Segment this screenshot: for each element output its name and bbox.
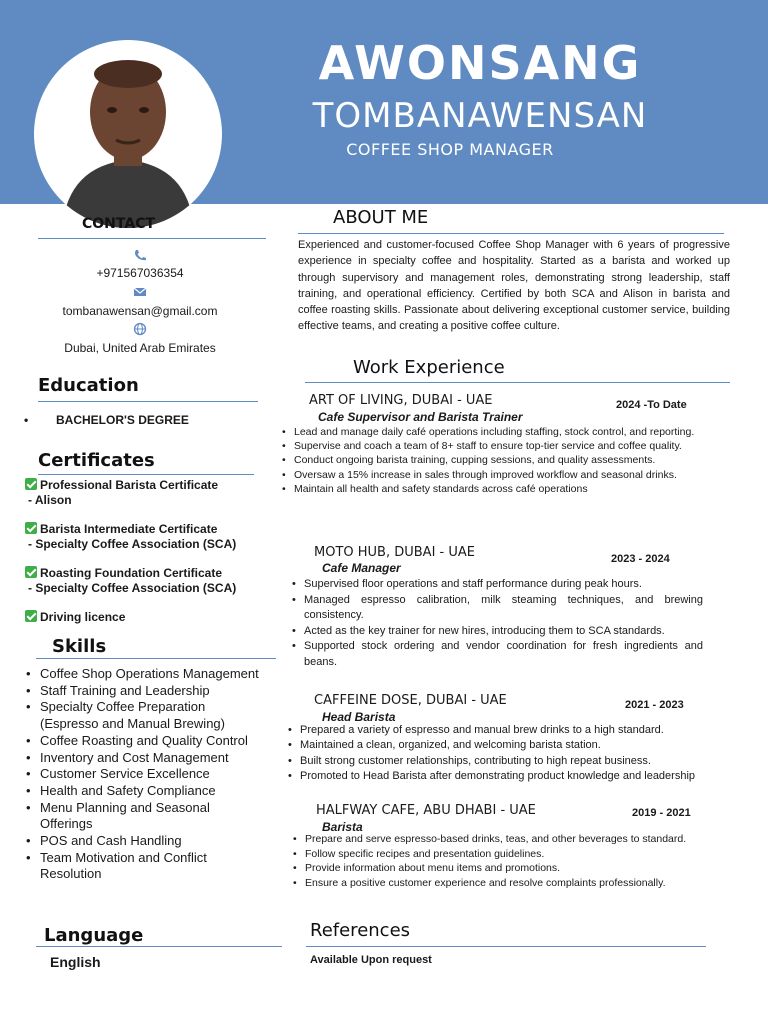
job-role: Cafe Manager bbox=[322, 561, 401, 575]
job-bullets bbox=[293, 832, 706, 890]
skill-item: • Menu Planning and Seasonal Offerings bbox=[24, 800, 262, 833]
education-heading: Education bbox=[38, 375, 139, 396]
job-company: MOTO HUB, DUBAI - UAE bbox=[314, 545, 475, 560]
skill-item: • POS and Cash Handling bbox=[24, 833, 262, 850]
job-dates: 2019 - 2021 bbox=[632, 807, 691, 819]
job-bullet: • Managed espresso calibration, milk steaming techniques, and brewing consistency. bbox=[292, 593, 703, 624]
skills-list bbox=[24, 666, 262, 883]
first-name: AWONSANG bbox=[318, 36, 642, 90]
education-divider bbox=[38, 401, 258, 402]
certificates-divider bbox=[38, 474, 254, 475]
education-item: • BACHELOR'S DEGREE bbox=[24, 413, 189, 427]
language-divider bbox=[36, 946, 282, 947]
about-heading: ABOUT ME bbox=[333, 207, 429, 228]
job-bullet: • Acted as the key trainer for new hires, introducing them to SCA standards. bbox=[292, 624, 703, 640]
work-divider bbox=[305, 382, 730, 383]
language-heading: Language bbox=[44, 925, 144, 946]
job-bullet: • Supported stock ordering and vendor coordination for fresh ingredients and beans. bbox=[292, 639, 703, 670]
references-heading: References bbox=[310, 920, 411, 941]
certificates-heading: Certificates bbox=[38, 450, 155, 471]
envelope-icon bbox=[132, 285, 148, 299]
job-bullet: • Maintain all health and safety standards across café operations bbox=[282, 482, 703, 496]
job-bullet: • Ensure a positive customer experience and resolve complaints professionally. bbox=[293, 876, 706, 891]
contact-heading: CONTACT bbox=[82, 216, 156, 232]
job-company: HALFWAY CAFE, ABU DHABI - UAE bbox=[316, 803, 536, 818]
job-role: Cafe Supervisor and Barista Trainer bbox=[318, 410, 523, 424]
about-divider bbox=[298, 233, 724, 234]
checkmark-icon bbox=[25, 522, 37, 534]
job-bullet: • Prepare and serve espresso-based drinks, teas, and other beverages to standard. bbox=[293, 832, 706, 847]
globe-icon bbox=[132, 322, 148, 336]
skill-item: • Specialty Coffee Preparation (Espresso and Manual Brewing) bbox=[24, 699, 262, 732]
skill-item: • Staff Training and Leadership bbox=[24, 683, 262, 700]
certificate-item: Roasting Foundation Certificate - Specialty Coffee Association (SCA) bbox=[25, 566, 236, 596]
job-bullet: • Conduct ongoing barista training, cupping sessions, and quality assessments. bbox=[282, 453, 703, 467]
skill-item: • Coffee Shop Operations Management bbox=[24, 666, 262, 683]
skills-divider bbox=[36, 658, 276, 659]
contact-email[interactable]: tombanawensan@gmail.com bbox=[62, 304, 218, 318]
job-bullets bbox=[288, 723, 716, 784]
job-role: Head Barista bbox=[322, 710, 396, 724]
last-name: TOMBANAWENSAN bbox=[312, 96, 648, 136]
job-bullet: • Built strong customer relationships, contributing to high repeat business. bbox=[288, 754, 716, 769]
skill-item: • Team Motivation and Conflict Resolution bbox=[24, 850, 262, 883]
references-text: Available Upon request bbox=[310, 954, 432, 966]
skill-item: • Customer Service Excellence bbox=[24, 766, 262, 783]
certificate-item: Professional Barista Certificate - Alison bbox=[25, 478, 218, 508]
contact-divider bbox=[38, 238, 266, 239]
language-item: English bbox=[50, 954, 101, 970]
skills-heading: Skills bbox=[52, 636, 107, 657]
checkmark-icon bbox=[25, 566, 37, 578]
job-bullet: • Follow specific recipes and presentation guidelines. bbox=[293, 847, 706, 862]
job-bullet: • Provide information about menu items and promotions. bbox=[293, 861, 706, 876]
job-dates: 2024 -To Date bbox=[616, 399, 687, 411]
job-bullet: • Maintained a clean, organized, and welcoming barista station. bbox=[288, 738, 716, 753]
job-bullet: • Lead and manage daily café operations including staffing, stock control, and reporting. bbox=[282, 425, 703, 439]
job-dates: 2021 - 2023 bbox=[625, 699, 684, 711]
contact-phone: +971567036354 bbox=[96, 266, 184, 280]
certificate-item: Barista Intermediate Certificate - Specialty Coffee Association (SCA) bbox=[25, 522, 236, 552]
job-title: COFFEE SHOP MANAGER bbox=[346, 140, 554, 159]
job-dates: 2023 - 2024 bbox=[611, 553, 670, 565]
skill-item: • Inventory and Cost Management bbox=[24, 750, 262, 767]
job-bullets bbox=[292, 577, 703, 670]
job-company: ART OF LIVING, DUBAI - UAE bbox=[309, 393, 493, 408]
job-bullets bbox=[282, 425, 703, 496]
skill-item: • Coffee Roasting and Quality Control bbox=[24, 733, 262, 750]
job-role: Barista bbox=[322, 820, 363, 834]
job-bullet: • Supervise and coach a team of 8+ staff to ensure top-tier service and coffee quality. bbox=[282, 439, 703, 453]
profile-photo bbox=[34, 40, 222, 228]
work-heading: Work Experience bbox=[353, 357, 505, 378]
checkmark-icon bbox=[25, 478, 37, 490]
job-company: CAFFEINE DOSE, DUBAI - UAE bbox=[314, 693, 507, 708]
job-bullet: • Prepared a variety of espresso and manual brew drinks to a high standard. bbox=[288, 723, 716, 738]
phone-icon bbox=[132, 248, 148, 262]
certificate-item: Driving licence bbox=[25, 610, 125, 625]
job-bullet: • Oversaw a 15% increase in sales through improved workflow and seasonal drinks. bbox=[282, 468, 703, 482]
job-bullet: • Promoted to Head Barista after demonstrating product knowledge and leadership bbox=[288, 769, 716, 784]
skill-item: • Health and Safety Compliance bbox=[24, 783, 262, 800]
about-text: Experienced and customer-focused Coffee Shop Manager with 6 years of progressive experience in specialty coffee and hospitality. Started as a barista and worked up through supervisory and management roles, demonstrating strong leadership, staff training, and operational efficiency. Certified by both SCA and Alison in barista and coffee roasting skills. Passionate about delivering exceptional customer service, building effective teams, and creating a positive coffee culture. bbox=[298, 239, 730, 333]
checkmark-icon bbox=[25, 610, 37, 622]
profile-photo-image bbox=[34, 40, 222, 228]
references-divider bbox=[306, 946, 706, 947]
job-bullet: • Supervised floor operations and staff performance during peak hours. bbox=[292, 577, 703, 593]
contact-location: Dubai, United Arab Emirates bbox=[64, 341, 216, 355]
